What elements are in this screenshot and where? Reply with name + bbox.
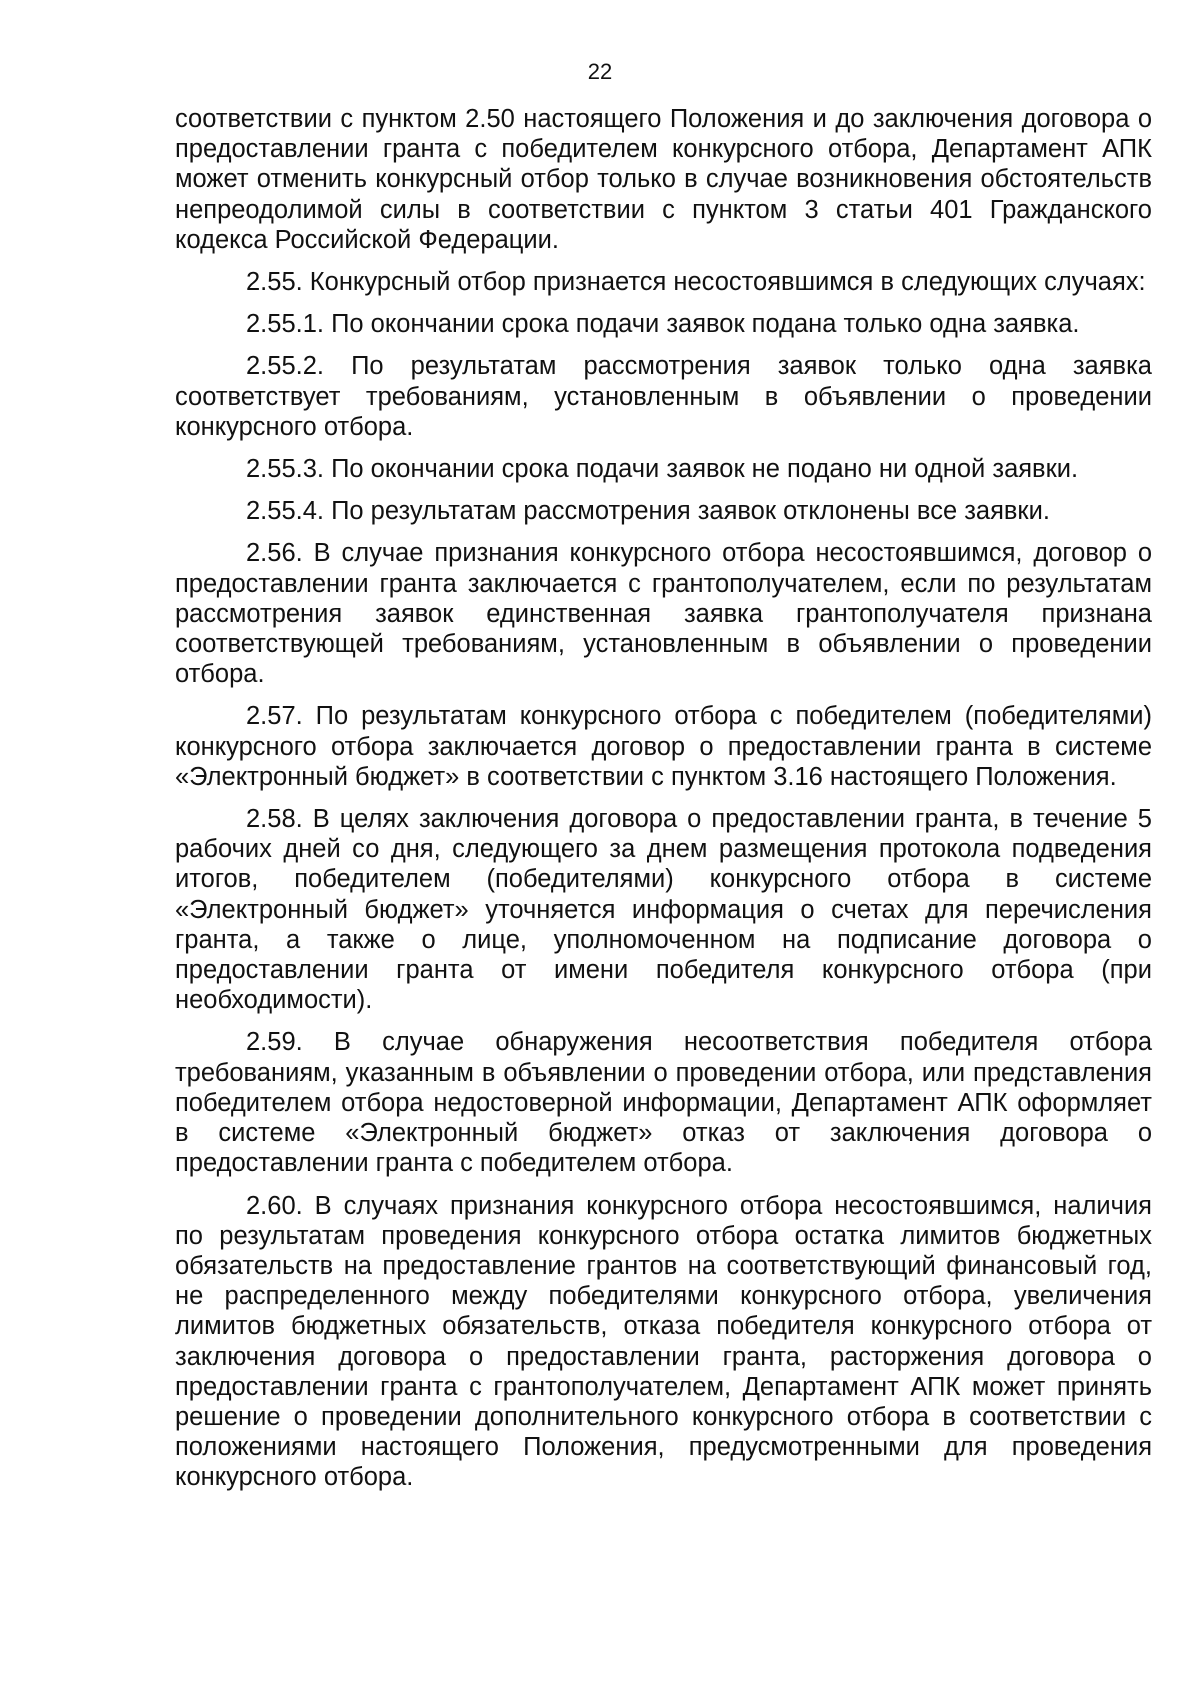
paragraph-2-60: 2.60. В случаях признания конкурсного отбора несостоявшимся, наличия по результатам проведения конкурсного отбора остатка лимитов бюджетных обязательств на предоставление грантов на соответствующий финансовый год, не распределенного между победителями конкурсного отбора, увеличения лимитов бюджетных обязательств, отказа победителя конкурсного отбора от заключения договора о предоставлении гранта, расторжения договора о предоставлении гранта с грантополучателем, Департамент АПК может принять решение о проведении дополнительного конкурсного отбора в соответствии с положениями настоящего Положения, предусмотренными для проведения конкурсного отбора. (175, 1191, 1152, 1492)
document-body (175, 104, 1152, 1505)
paragraph-2-55-4: 2.55.4. По результатам рассмотрения заявок отклонены все заявки. (246, 497, 1050, 526)
page-number: 22 (587, 59, 613, 84)
paragraph-continuation: соответствии с пунктом 2.50 настоящего Положения и до заключения договора о предоставлении гранта с победителем конкурсного отбора, Департамент АПК может отменить конкурсный отбор только в случае возникновения обстоятельств непреодолимой силы в соответствии с пунктом 3 статьи 401 Гражданского кодекса Российской Федерации. (175, 105, 1152, 254)
paragraph-2-58: 2.58. В целях заключения договора о предоставлении гранта, в течение 5 рабочих дней со дня, следующего за днем размещения протокола подведения итогов, победителем (победителями) конкурсного отбора в системе «Электронный бюджет» уточняется информация о счетах для перечисления гранта, а также о лице, уполномоченном на подписание договора о предоставлении гранта от имени победителя конкурсного отбора (при необходимости). (175, 805, 1152, 1015)
paragraph-2-55-3: 2.55.3. По окончании срока подачи заявок не подано ни одной заявки. (246, 455, 1079, 484)
paragraph-2-57: 2.57. По результатам конкурсного отбора с победителем (победителями) конкурсного отбора заключается договор о предоставлении гранта в системе «Электронный бюджет» в соответствии с пунктом 3.16 настоящего Положения. (175, 702, 1152, 791)
paragraph-2-59: 2.59. В случае обнаружения несоответствия победителя отбора требованиям, указанным в объявлении о проведении отбора, или представления победителем отбора недостоверной информации, Департамент АПК оформляет в системе «Электронный бюджет» отказ от заключения договора о предоставлении гранта с победителем отбора. (175, 1028, 1152, 1178)
paragraph-2-55-1: 2.55.1. По окончании срока подачи заявок подана только одна заявка. (246, 310, 1080, 339)
paragraph-2-55-2: 2.55.2. По результатам рассмотрения заявок только одна заявка соответствует требованиям, установленным в объявлении о проведении конкурсного отбора. (175, 352, 1152, 441)
paragraph-2-55: 2.55. Конкурсный отбор признается несостоявшимся в следующих случаях: (246, 268, 1146, 297)
paragraph-2-56: 2.56. В случае признания конкурсного отбора несостоявшимся, договор о предоставлении гранта заключается с грантополучателем, если по результатам рассмотрения заявок единственная заявка грантополучателя признана соответствующей требованиям, установленным в объявлении о проведении отбора. (175, 539, 1152, 689)
